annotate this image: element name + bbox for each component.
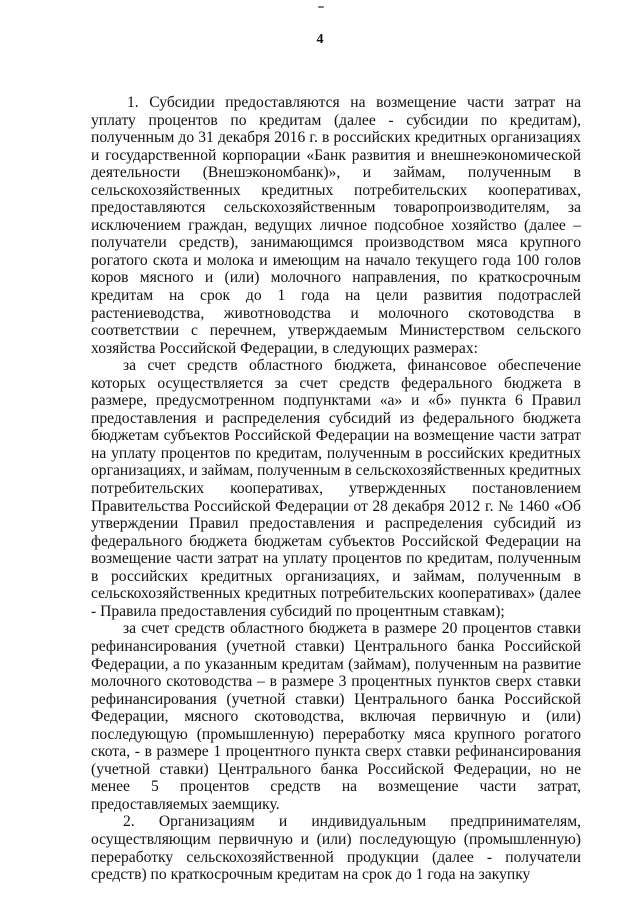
- paragraph-3: за счет средств областного бюджета в размере 20 процентов ставки рефинансирования (учетной ставки) Центрального банка Российской Федерации, а по указанным кредитам (займам), полученным на развитие молочного скотоводства – в размере 3 процентных пунктов сверх ставки рефинансирования (учетной ставки) Центрального банка Российской Федерации, мясного скотоводства, включая первичную и (или) последующую (промышленную) переработку мяса крупного рогатого скота, - в размере 1 процентного пункта сверх ставки рефинансирования (учетной ставки) Центрального банка Российской Федерации, но не менее 5 процентов средств на возмещение части затрат, предоставляемых заемщику.: [91, 620, 581, 813]
- scan-speck: [318, 6, 324, 8]
- paragraph-4: 2. Организациям и индивидуальным предпринимателям, осуществляющим первичную и (или) последующую (промышленную) переработку сельскохозяйственной продукции (далее - получатели средств) по краткосрочным кредитам на срок до 1 года на закупку: [91, 813, 581, 884]
- page-number: 4: [316, 32, 324, 47]
- document-body: [91, 94, 581, 884]
- paragraph-2: за счет средств областного бюджета, финансовое обеспечение которых осуществляется за счет средств федерального бюджета в размере, предусмотренном подпунктами «а» и «б» пункта 6 Правил предоставления и распределения субсидий из федерального бюджета бюджетам субъектов Российской Федерации на возмещение части затрат на уплату процентов по кредитам, полученным в российских кредитных организациях, и займам, полученным в сельскохозяйственных кредитных потребительских кооперативах, утвержденных постановлением Правительства Российской Федерации от 28 декабря 2012 г. № 1460 «Об утверждении Правил предоставления и распределения субсидий из федерального бюджета бюджетам субъектов Российской Федерации на возмещение части затрат на уплату процентов по кредитам, полученным в российских кредитных организациях, и займам, полученным в сельскохозяйственных кредитных потребительских кооперативах» (далее - Правила предоставления субсидий по процентным ставкам);: [91, 357, 581, 620]
- paragraph-1: 1. Субсидии предоставляются на возмещение части затрат на уплату процентов по кредитам (далее - субсидии по кредитам), полученным до 31 декабря 2016 г. в российских кредитных организациях и государственной корпорации «Банк развития и внешнеэкономической деятельности (Внешэкономбанк)», и займам, полученным в сельскохозяйственных кредитных потребительских кооперативах, предоставляются сельскохозяйственным товаропроизводителям, за исключением граждан, ведущих личное подсобное хозяйство (далее – получатели средств), занимающимся производством мяса крупного рогатого скота и молока и имеющим на начало текущего года 100 голов коров мясного и (или) молочного направления, по краткосрочным кредитам на срок до 1 года на цели развития подотраслей растениеводства, животноводства и молочного скотоводства в соответствии с перечнем, утверждаемым Министерством сельского хозяйства Российской Федерации, в следующих размерах:: [91, 94, 581, 357]
